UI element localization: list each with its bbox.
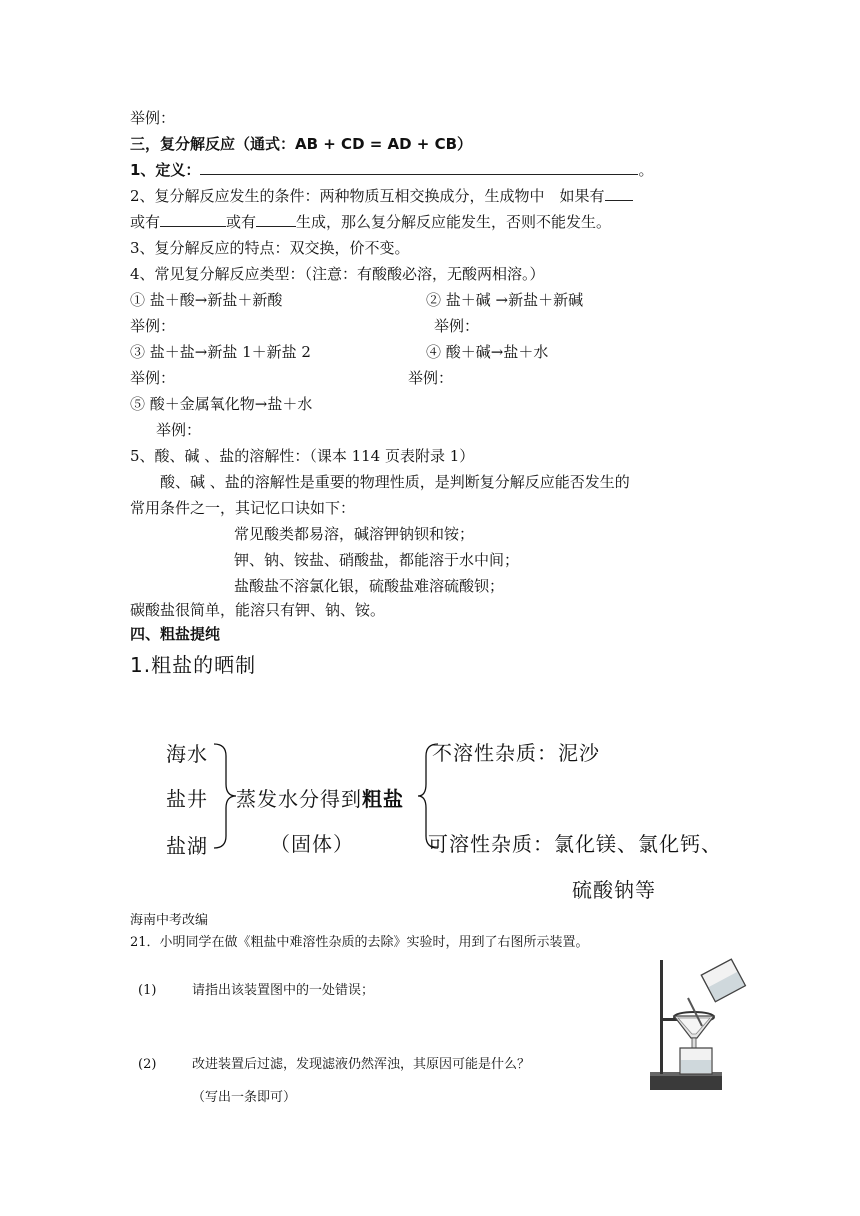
- insoluble-impurities: 不溶性杂质：泥沙: [432, 741, 600, 765]
- rhyme-line-2: 钾、钠、铵盐、硝酸盐，都能溶于水中间；: [234, 551, 520, 569]
- type-5: ⑤ 酸＋金属氧化物→盐＋水: [130, 395, 313, 413]
- section-4-heading: 四、粗盐提纯: [130, 625, 221, 643]
- crude-salt-label: 粗盐: [362, 787, 404, 811]
- definition-end: 。: [638, 161, 654, 179]
- rhyme-line-1: 常见酸类都易溶，碱溶钾钠钡和铵；: [234, 525, 475, 543]
- type-4: ④ 酸＋碱→盐＋水: [426, 343, 549, 361]
- example-3: 举例：: [130, 369, 176, 387]
- rhyme-line-3: 盐酸盐不溶氯化银，硫酸盐难溶硫酸钡；: [234, 577, 505, 595]
- example-1: 举例：: [130, 317, 176, 335]
- condition-text-a: 2、复分解反应发生的条件：两种物质互相交换成分，生成物中 如果有: [130, 187, 605, 205]
- rhyme-line-4: 碳酸盐很简单，能溶只有钾、钠、铵。: [130, 601, 386, 619]
- question-21: 21．小明同学在做《粗盐中难溶性杂质的去除》实验时，用到了右图所示装置。: [130, 935, 589, 950]
- process-text: [236, 786, 404, 812]
- filtration-apparatus-icon: [648, 956, 752, 1094]
- solubility-para-1: 酸、碱 、盐的溶解性是重要的物理性质，是判断复分解反应能否发生的: [160, 473, 630, 491]
- types-line: 4、常见复分解反应类型：（注意：有酸酸必溶，无酸两相溶。）: [130, 265, 545, 283]
- soluble-impurities-cont: 硫酸钠等: [572, 878, 656, 902]
- solubility-line: 5、酸、碱 、盐的溶解性：（课本 114 页表附录 1）: [130, 447, 475, 465]
- type-2: ② 盐＋碱 →新盐＋新碱: [426, 291, 584, 309]
- condition-text-b1: 或有: [130, 213, 161, 231]
- feature-line: 3、复分解反应的特点：双交换，价不变。: [130, 239, 410, 257]
- subquestion-2-number: (2): [138, 1057, 157, 1072]
- source-salt-well: 盐井: [166, 787, 208, 811]
- subquestion-1-text: 请指出该装置图中的一处错误；: [192, 983, 375, 998]
- subquestion-1-number: (1): [138, 983, 157, 998]
- condition-blank-1[interactable]: [605, 186, 633, 201]
- example-label: 举例：: [130, 109, 176, 127]
- subquestion-2-hint: （写出一条即可）: [192, 1090, 297, 1105]
- condition-line-1: [130, 186, 633, 206]
- solid-note: （固体）: [270, 832, 354, 856]
- exam-source: 海南中考改编: [130, 913, 209, 928]
- example-2: 举例：: [434, 317, 480, 335]
- condition-blank-2[interactable]: [160, 212, 226, 227]
- condition-line-2: [130, 212, 611, 232]
- condition-blank-3[interactable]: [256, 212, 296, 227]
- definition-label: 1、定义：: [130, 161, 201, 179]
- condition-text-b2: 或有: [226, 213, 257, 231]
- source-salt-lake: 盐湖: [166, 834, 208, 858]
- section-3-heading: 三，复分解反应（通式：AB + CD = AD + CB）: [130, 135, 473, 153]
- definition-blank[interactable]: [200, 160, 638, 175]
- subheading-salt-drying: 1.粗盐的晒制: [130, 653, 257, 677]
- source-seawater: 海水: [166, 742, 208, 766]
- type-3: ③ 盐＋盐→新盐 1＋新盐 2: [130, 343, 311, 361]
- definition-line: [130, 160, 653, 180]
- solubility-para-2: 常用条件之一，其记忆口诀如下：: [130, 499, 356, 517]
- subquestion-2-text: 改进装置后过滤，发现滤液仍然浑浊，其原因可能是什么？: [192, 1057, 531, 1072]
- type-1: ① 盐＋酸→新盐＋新酸: [130, 291, 283, 309]
- example-5: 举例：: [156, 421, 202, 439]
- condition-text-b3: 生成，那么复分解反应能发生，否则不能发生。: [296, 213, 612, 231]
- process-label: 蒸发水分得到: [236, 787, 362, 811]
- right-brace-icon: [212, 742, 238, 850]
- soluble-impurities: 可溶性杂质：氯化镁、氯化钙、: [428, 832, 722, 856]
- example-4: 举例：: [408, 369, 454, 387]
